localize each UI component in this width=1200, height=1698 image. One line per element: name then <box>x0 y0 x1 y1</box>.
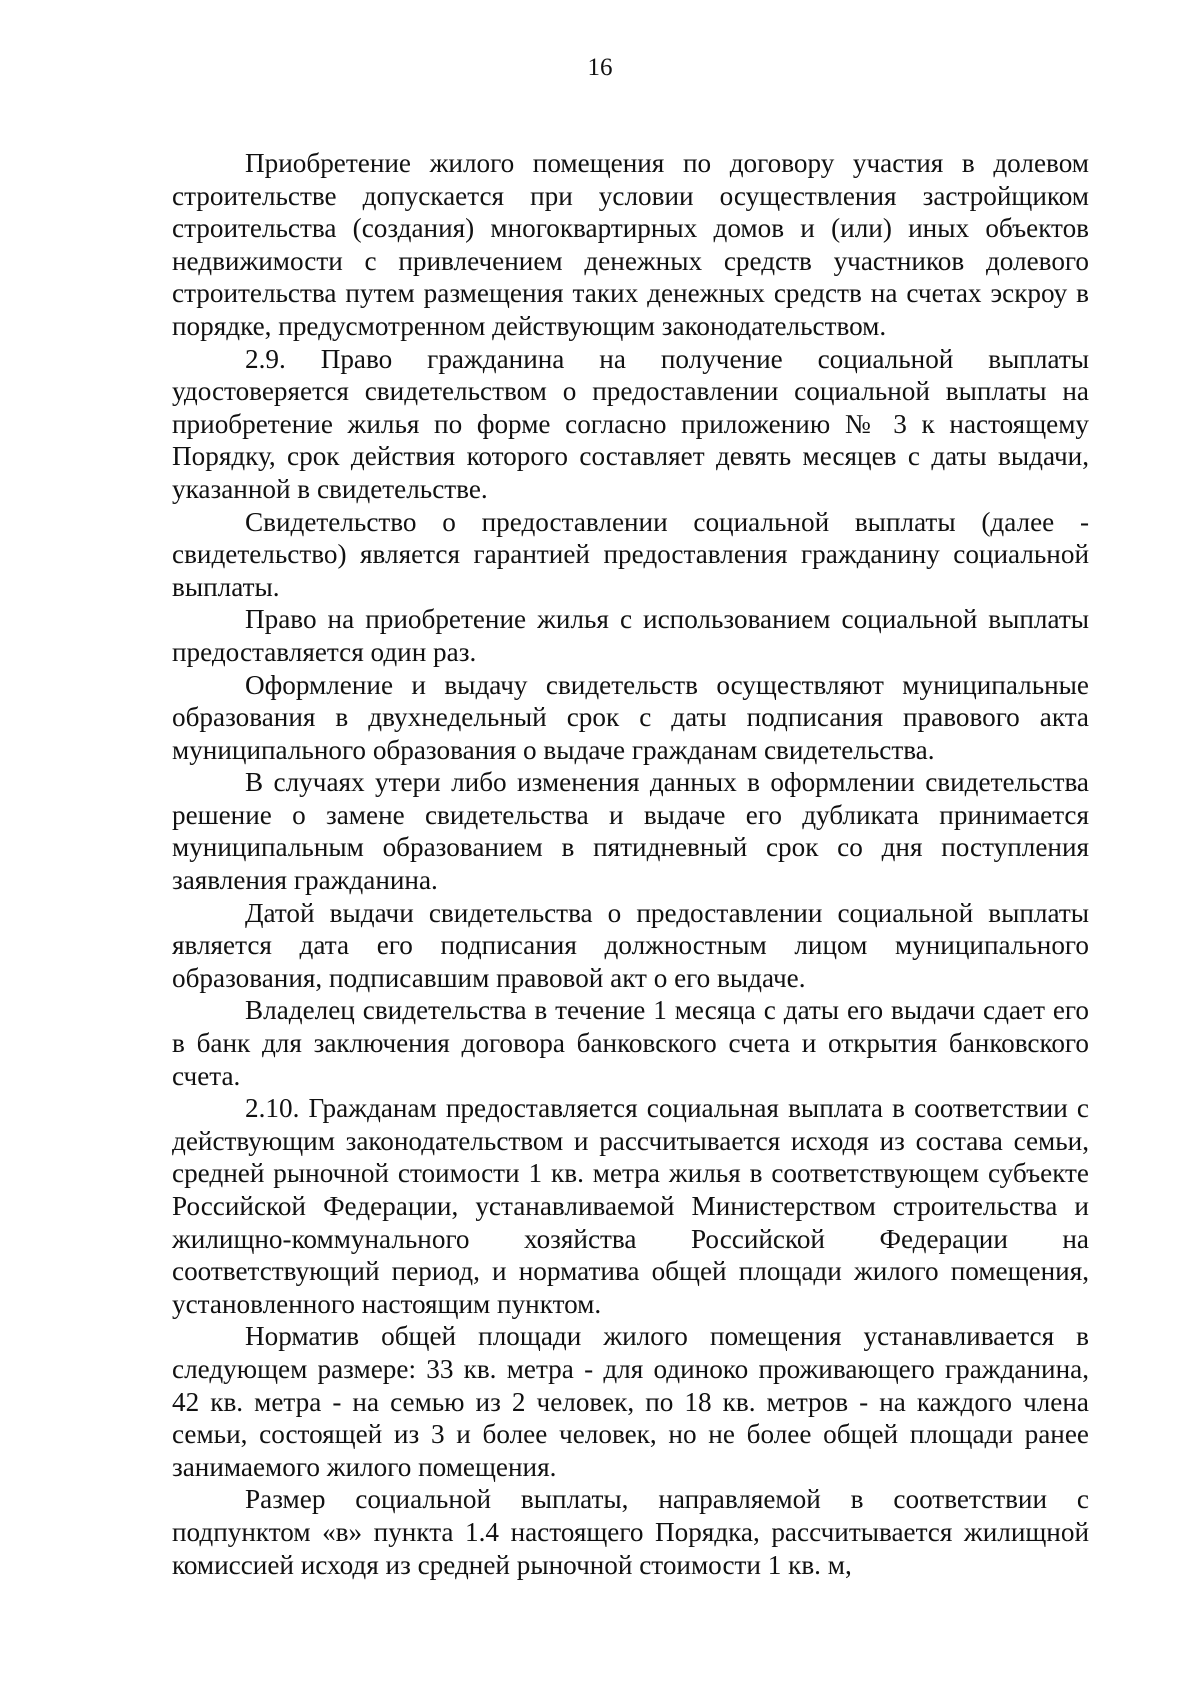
paragraph-issue-date: Датой выдачи свидетельства о предоставлении социальной выплаты является дата его подписания должностным лицом муниципального образования, подписавшим правовой акт о его выдаче. <box>172 897 1089 993</box>
paragraph-2-10-calculation: 2.10. Гражданам предоставляется социальная выплата в соответствии с действующим законодательством и рассчитывается исходя из состава семьи, средней рыночной стоимости 1 кв. метра жилья в соответствующем субъекте Российской Федерации, устанавливаемой Министерством строительства и жилищно-коммунального хозяйства Российской Федерации на соответствующий период, и норматива общей площади жилого помещения, установленного настоящим пунктом. <box>172 1093 1089 1319</box>
page-number: 16 <box>587 54 613 81</box>
document-body <box>172 147 1089 1581</box>
paragraph-one-time-right: Право на приобретение жилья с использованием социальной выплаты предоставляется один раз. <box>172 604 1089 667</box>
paragraph-bank-submission: Владелец свидетельства в течение 1 месяца с даты его выдачи сдает его в банк для заключения договора банковского счета и открытия банковского счета. <box>172 995 1089 1091</box>
paragraph-duplicate: В случаях утери либо изменения данных в оформлении свидетельства решение о замене свидетельства и выдаче его дубликата принимается муниципальным образованием в пятидневный срок со дня поступления заявления гражданина. <box>172 767 1089 896</box>
paragraph-escrow: Приобретение жилого помещения по договору участия в долевом строительстве допускается при условии осуществления застройщиком строительства (создания) многоквартирных домов и (или) иных объектов недвижимости с привлечением денежных средств участников долевого строительства путем размещения таких денежных средств на счетах эскроу в порядке, предусмотренном действующим законодательством. <box>172 148 1089 341</box>
paragraph-certificate-guarantee: Свидетельство о предоставлении социальной выплаты (далее - свидетельство) является гарантией предоставления гражданину социальной выплаты. <box>172 506 1089 602</box>
paragraph-payment-size: Размер социальной выплаты, направляемой в соответствии с подпунктом «в» пункта 1.4 настоящего Порядка, рассчитывается жилищной комиссией исходя из средней рыночной стоимости 1 кв. м, <box>172 1484 1089 1580</box>
paragraph-issuance: Оформление и выдачу свидетельств осуществляют муниципальные образования в двухнедельный срок с даты подписания правового акта муниципального образования о выдаче гражданам свидетельства. <box>172 669 1089 765</box>
paragraph-area-norm: Норматив общей площади жилого помещения устанавливается в следующем размере: 33 кв. метра - для одиноко проживающего гражданина, 42 кв. метра - на семью из 2 человек, по 18 кв. метров - на каждого члена семьи, состоящей из 3 и более человек, но не более общей площади ранее занимаемого жилого помещения. <box>172 1321 1089 1482</box>
paragraph-2-9-certificate: 2.9. Право гражданина на получение социальной выплаты удостоверяется свидетельством о предоставлении социальной выплаты на приобретение жилья по форме согласно приложению № 3 к настоящему Порядку, срок действия которого составляет девять месяцев с даты выдачи, указанной в свидетельстве. <box>172 343 1089 504</box>
